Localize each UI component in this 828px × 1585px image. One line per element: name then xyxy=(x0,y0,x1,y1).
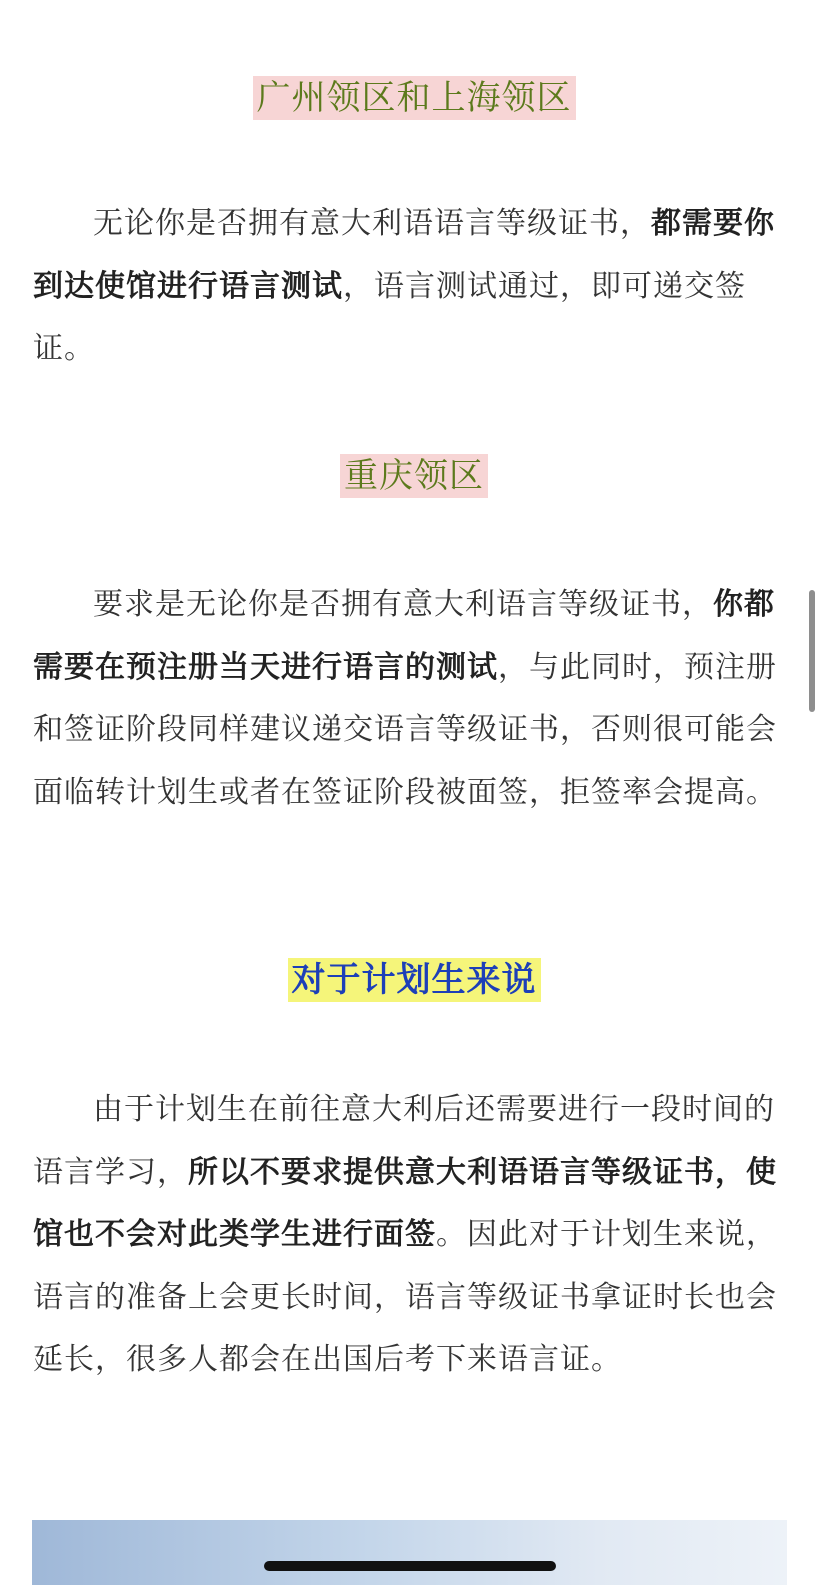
section-heading-wrap xyxy=(0,958,828,1002)
paragraph-bold-text: 你都需要在预注册当天进行语言的测试 xyxy=(33,587,775,685)
section-heading-guangzhou-shanghai: 广州领区和上海领区 xyxy=(253,76,576,120)
paragraph-text: 要求是无论你是否拥有意大利语言等级证书， xyxy=(93,587,713,622)
paragraph-bold-text: 所以不要求提供意大利语语言等级证书，使馆也不会对此类学生进行面签 xyxy=(33,1154,777,1252)
paragraph-program-students xyxy=(33,1079,793,1392)
paragraph-guangzhou-shanghai xyxy=(33,193,793,381)
scrollbar-thumb[interactable] xyxy=(809,590,815,712)
paragraph-text: 由于计划生在前往意大利后还需要进行一段时间的语言学习， xyxy=(33,1092,775,1190)
section-heading-wrap xyxy=(0,454,828,498)
section-heading-wrap xyxy=(0,76,828,120)
article-photo xyxy=(32,1520,787,1585)
paragraph-bold-text: 都需要你到达使馆进行语言测试 xyxy=(33,206,775,304)
section-heading-chongqing: 重庆领区 xyxy=(340,454,488,498)
paragraph-text: 。因此对于计划生来说，语言的准备上会更长时间，语言等级证书拿证时长也会延长，很多人都会在出国后考下来语言证。 xyxy=(33,1217,777,1377)
home-indicator[interactable] xyxy=(264,1561,556,1571)
paragraph-text: ，与此同时，预注册和签证阶段同样建议递交语言等级证书，否则很可能会面临转计划生或者在签证阶段被面签，拒签率会提高。 xyxy=(33,649,777,810)
paragraph-text: 无论你是否拥有意大利语语言等级证书， xyxy=(93,206,651,241)
paragraph-text: ，语言测试通过，即可递交签证。 xyxy=(33,268,746,366)
section-heading-program-students: 对于计划生来说 xyxy=(288,958,541,1002)
paragraph-chongqing xyxy=(33,574,793,824)
